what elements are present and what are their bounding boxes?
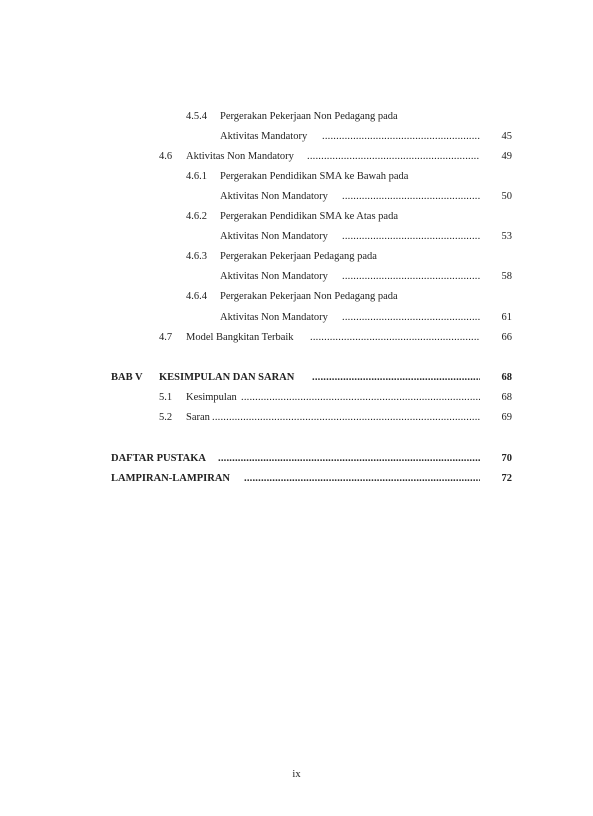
toc-title: Model Bangkitan Terbaik	[186, 332, 294, 343]
toc-number: 4.6.3	[186, 251, 207, 262]
page-number-footer: ix	[292, 769, 301, 780]
toc-title: Pergerakan Pekerjaan Non Pedagang pada	[220, 111, 398, 122]
toc-title: Pergerakan Pendidikan SMA ke Bawah pada	[220, 171, 409, 182]
toc-page-number: 66	[501, 332, 512, 343]
toc-title: Aktivitas Non Mandatory	[220, 271, 328, 282]
toc-leader	[212, 411, 480, 425]
appendix-title: LAMPIRAN-LAMPIRAN	[111, 473, 230, 484]
toc-title: Pergerakan Pendidikan SMA ke Atas pada	[220, 211, 398, 222]
toc-page-number: 49	[501, 151, 512, 162]
toc-leader	[312, 371, 480, 385]
toc-page-number: 50	[501, 191, 512, 202]
toc-page-number: 69	[501, 412, 512, 423]
toc-leader	[342, 270, 480, 284]
toc-leader	[342, 230, 480, 244]
toc-title: Kesimpulan	[186, 392, 237, 403]
toc-title: Saran	[186, 412, 210, 423]
toc-number: 4.5.4	[186, 111, 207, 122]
toc-page-number: 61	[501, 312, 512, 323]
toc-number: 5.1	[159, 392, 173, 403]
toc-number: 5.2	[159, 412, 173, 423]
toc-number: 4.6	[159, 151, 173, 162]
toc-title: Aktivitas Mandatory	[220, 131, 308, 142]
toc-page-number: 58	[501, 271, 512, 282]
toc-number: 4.6.2	[186, 211, 207, 222]
chapter-title: KESIMPULAN DAN SARAN	[159, 372, 295, 383]
toc-page-number: 72	[501, 473, 512, 484]
toc-title: Aktivitas Non Mandatory	[186, 151, 294, 162]
toc-leader	[218, 452, 480, 466]
toc-leader	[241, 391, 480, 405]
toc-leader	[307, 150, 480, 164]
toc-leader	[322, 130, 480, 144]
toc-title: Aktivitas Non Mandatory	[220, 191, 328, 202]
toc-page-number: 68	[501, 392, 512, 403]
toc-leader	[244, 472, 480, 486]
bibliography-title: DAFTAR PUSTAKA	[111, 453, 206, 464]
toc-leader	[342, 311, 480, 325]
toc-page-number: 70	[501, 453, 512, 464]
toc-title: Pergerakan Pekerjaan Non Pedagang pada	[220, 291, 398, 302]
toc-title: Aktivitas Non Mandatory	[220, 312, 328, 323]
toc-number: 4.6.1	[186, 171, 207, 182]
toc-page-number: 68	[501, 372, 512, 383]
toc-page-number: 45	[501, 131, 512, 142]
toc-leader	[342, 190, 480, 204]
toc-number: 4.6.4	[186, 291, 207, 302]
toc-title: Pergerakan Pekerjaan Pedagang pada	[220, 251, 377, 262]
toc-title: Aktivitas Non Mandatory	[220, 231, 328, 242]
toc-leader	[310, 331, 480, 345]
chapter-label: BAB V	[111, 372, 143, 383]
toc-page-number: 53	[501, 231, 512, 242]
toc-number: 4.7	[159, 332, 173, 343]
